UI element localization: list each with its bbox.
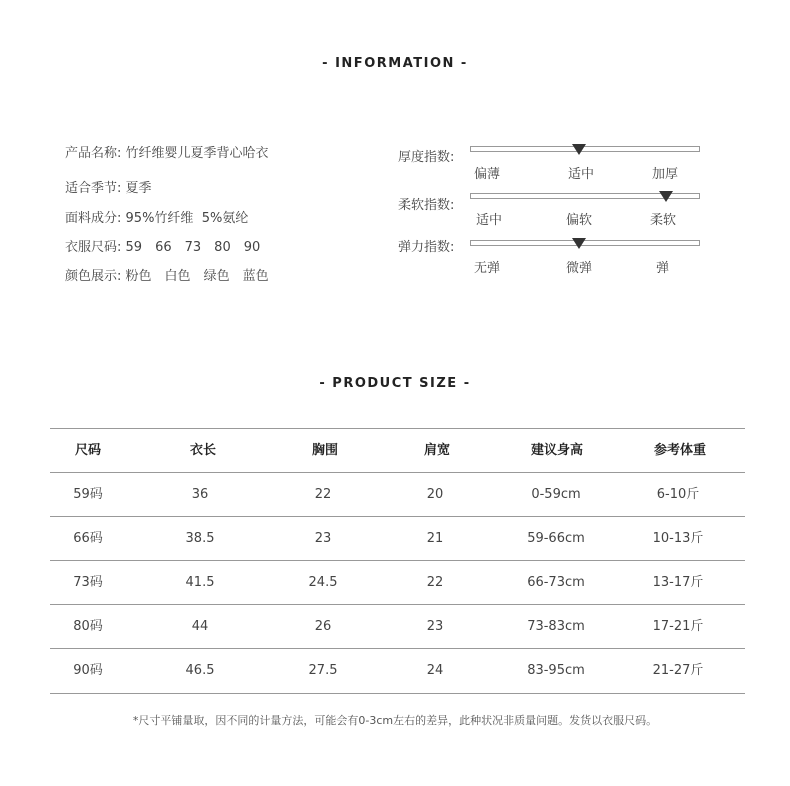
size-option: 90: [243, 240, 261, 255]
softness-option: 柔软: [650, 213, 677, 228]
information-heading: - INFORMATION -: [322, 56, 468, 71]
size-option: 80: [214, 240, 231, 255]
header-weight: 参考体重: [653, 443, 707, 458]
cell-length: 41.5: [185, 575, 215, 590]
elasticity-option: 无弹: [474, 261, 501, 276]
color-option: 粉色: [125, 269, 152, 284]
cell-size: 66码: [73, 531, 103, 546]
cell-shoulder: 20: [426, 487, 444, 502]
thickness-pointer: [572, 144, 586, 155]
elasticity-label: 弹力指数:: [398, 240, 455, 255]
elasticity-option: 微弹: [566, 261, 593, 276]
cell-size: 59码: [73, 487, 103, 502]
softness-option: 偏软: [566, 213, 593, 228]
cell-chest: 23: [314, 531, 332, 546]
softness-label: 柔软指数:: [398, 198, 455, 213]
cell-chest: 27.5: [308, 663, 338, 678]
cell-weight: 10-13斤: [652, 531, 704, 546]
table-row: [50, 604, 745, 649]
table-header-row: [50, 428, 745, 473]
header-chest: 胸围: [311, 443, 339, 458]
thickness-label: 厚度指数:: [398, 150, 455, 165]
color-option: 白色: [164, 269, 191, 284]
colors-value: [126, 265, 282, 284]
size-option: 59: [125, 240, 143, 255]
cell-height: 73-83cm: [527, 619, 585, 634]
cell-length: 44: [191, 619, 209, 634]
elasticity-option: 弹: [656, 261, 670, 276]
name-label: 产品名称:: [65, 146, 122, 161]
thickness-option: 偏薄: [474, 167, 501, 182]
info-row-fabric: [65, 207, 248, 226]
cell-chest: 26: [314, 619, 332, 634]
cell-chest: 22: [314, 487, 332, 502]
header-shoulder: 肩宽: [423, 443, 451, 458]
size-option: 73: [184, 240, 202, 255]
cell-weight: 13-17斤: [652, 575, 704, 590]
cell-weight: 17-21斤: [652, 619, 704, 634]
table-row: [50, 648, 745, 694]
fabric-value: 95%竹纤维 5%氨纶: [125, 211, 249, 226]
sizes-label: 衣服尺码:: [65, 240, 122, 255]
cell-chest: 24.5: [308, 575, 338, 590]
cell-shoulder: 24: [426, 663, 444, 678]
product-size-heading: - PRODUCT SIZE -: [319, 376, 471, 391]
cell-weight: 6-10斤: [656, 487, 700, 502]
cell-height: 59-66cm: [527, 531, 585, 546]
name-value: 竹纤维婴儿夏季背心哈衣: [125, 146, 269, 161]
color-option: 绿色: [203, 269, 230, 284]
table-row: [50, 560, 745, 605]
header-height: 建议身高: [530, 443, 584, 458]
cell-size: 80码: [73, 619, 103, 634]
cell-height: 66-73cm: [527, 575, 585, 590]
cell-height: 83-95cm: [527, 663, 585, 678]
cell-size: 90码: [73, 663, 103, 678]
colors-label: 颜色展示:: [65, 269, 122, 284]
size-option: 66: [155, 240, 172, 255]
season-value: 夏季: [125, 181, 152, 196]
cell-size: 73码: [73, 575, 103, 590]
cell-length: 36: [191, 487, 209, 502]
size-footnote: *尺寸平铺量取，因不同的计量方法，可能会有0-3cm左右的差异，此种状况非质量问题。发货以衣服尺码。: [132, 714, 658, 727]
cell-height: 0-59cm: [531, 487, 581, 502]
info-row-season: [65, 177, 152, 196]
softness-pointer: [659, 191, 673, 202]
info-row-colors: [65, 265, 282, 284]
cell-length: 46.5: [185, 663, 215, 678]
thickness-option: 加厚: [652, 167, 679, 182]
sizes-value: [126, 240, 274, 255]
fabric-label: 面料成分:: [65, 211, 122, 226]
header-length: 衣长: [189, 443, 217, 458]
season-label: 适合季节:: [65, 181, 122, 196]
cell-length: 38.5: [185, 531, 215, 546]
table-row: [50, 516, 745, 561]
thickness-option: 适中: [568, 167, 595, 182]
cell-weight: 21-27斤: [652, 663, 704, 678]
info-row-name: [65, 142, 269, 161]
info-row-sizes: [65, 236, 273, 255]
table-row: [50, 472, 745, 517]
cell-shoulder: 21: [426, 531, 444, 546]
cell-shoulder: 23: [426, 619, 444, 634]
header-size: 尺码: [74, 443, 102, 458]
color-option: 蓝色: [242, 269, 269, 284]
cell-shoulder: 22: [426, 575, 444, 590]
softness-option: 适中: [476, 213, 503, 228]
elasticity-pointer: [572, 238, 586, 249]
